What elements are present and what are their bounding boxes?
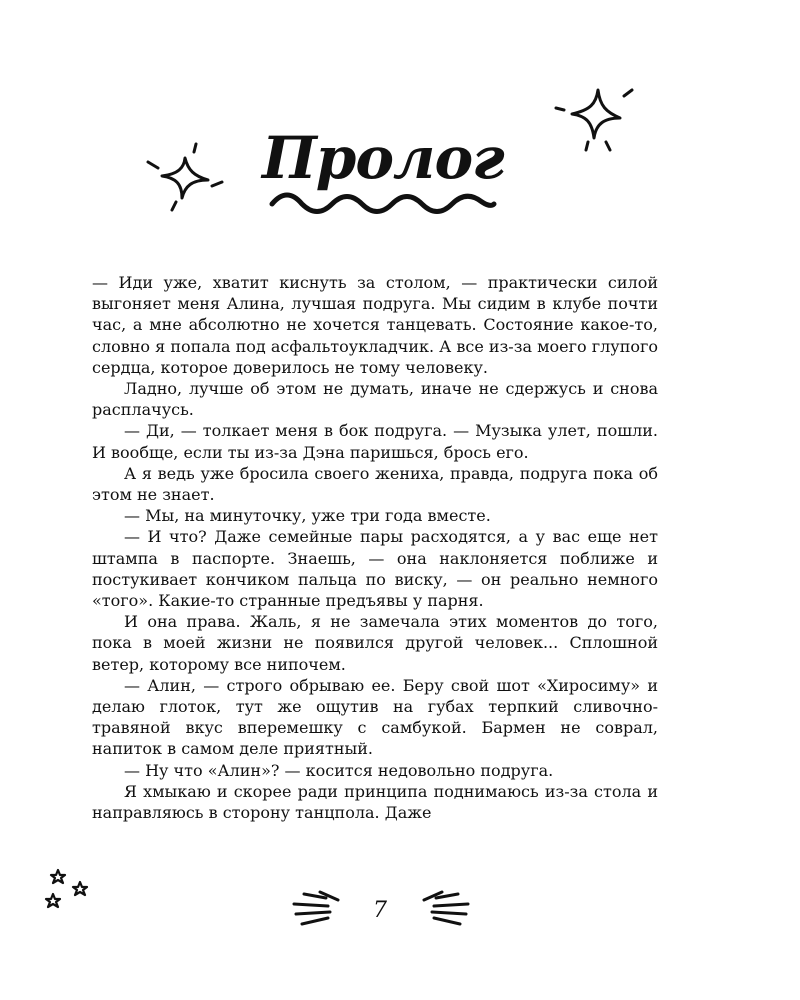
paragraph: — Ну что «Алин»? — косится недовольно подруга.	[124, 760, 554, 780]
star-burst-icon	[548, 80, 638, 155]
paragraph: И она права. Жаль, я не замечала этих моментов до того, пока в моей жизни не появился другой человек... Сплошной ветер, которому все нипочем.	[92, 612, 658, 674]
rays-icon	[290, 888, 352, 934]
paragraph: Ладно, лучше об этом не думать, иначе не сдержусь и снова расплачусь.	[92, 379, 658, 420]
paragraph: — И что? Даже семейные пары расходятся, а у вас еще нет штампа в паспорте. Знаешь, — она наклоняется поближе и постукивает кончиком пальца по виску, — он реально немного «того». Какие-то странные предъявы у парня.	[92, 527, 658, 611]
rays-icon	[410, 888, 472, 934]
wave-icon	[268, 186, 498, 216]
paragraph: — Мы, на минуточку, уже три года вместе.	[124, 506, 491, 526]
small-stars-icon	[42, 864, 92, 912]
paragraph: — Ди, — толкает меня в бок подруга. — Музыка улет, пошли. И вообще, если ты из-за Дэна паришься, брось его.	[92, 421, 658, 462]
chapter-title: Пролог	[262, 124, 504, 192]
paragraph: — Алин, — строго обрываю ее. Беру свой шот «Хиросиму» и делаю глоток, тут же ощутив на губах терпкий сливочно-травяной вкус вперемешку с самбукой. Бармен не соврал, напиток в самом деле приятный.	[92, 675, 658, 759]
page-number: 7	[373, 898, 387, 923]
paragraph: А я ведь уже бросила своего жениха, правда, подруга пока об этом не знает.	[92, 463, 658, 505]
paragraph: — Иди уже, хватит киснуть за столом, — практически силой выгоняет меня Алина, лучшая подруга. Мы сидим в клубе почти час, а мне абсолютно не хочется танцевать. Состояние какое-то, словно я попала под асфальтоукладчик. А все из-за моего глупого сердца, которое доверилось не тому человеку.	[92, 273, 658, 377]
star-burst-icon	[140, 140, 230, 215]
chapter-body	[92, 272, 658, 823]
paragraph: Я хмыкаю и скорее ради принципа поднимаюсь из-за стола и направляюсь в сторону танцпола. Даже	[92, 781, 658, 823]
